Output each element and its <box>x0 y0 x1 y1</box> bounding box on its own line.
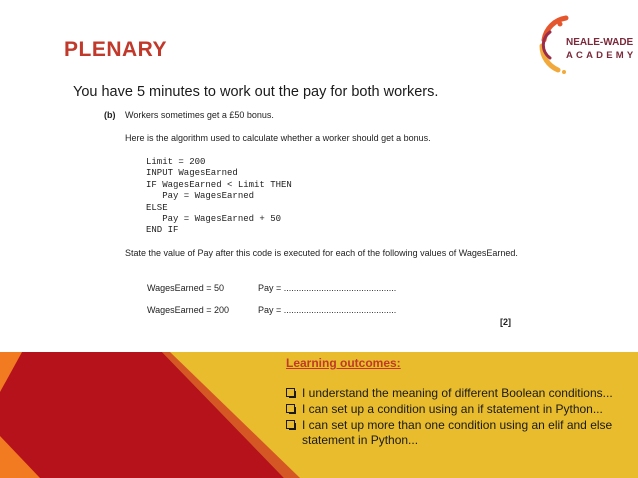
outcomes-heading: Learning outcomes: <box>286 356 401 370</box>
answer-row-1 <box>147 283 397 293</box>
list-item <box>286 402 632 417</box>
question-intro: Workers sometimes get a £50 bonus. <box>125 110 274 120</box>
academy-logo <box>536 10 637 80</box>
question-part-label: (b) <box>104 110 116 120</box>
checkbox-icon <box>286 388 295 397</box>
outcome-list <box>286 386 632 448</box>
checkbox-icon <box>286 420 295 429</box>
checkbox-icon <box>286 404 295 413</box>
logo-subtitle: ACADEMY <box>566 50 637 61</box>
answer-row-2 <box>147 305 397 315</box>
algorithm-intro: Here is the algorithm used to calculate whether a worker should get a bonus. <box>125 133 431 143</box>
answer-row-label: WagesEarned = 200 <box>147 305 229 315</box>
outcome-text: I can set up more than one condition using an elif and else statement in Python... <box>302 418 613 447</box>
learning-outcomes <box>286 355 632 449</box>
list-item <box>286 386 632 401</box>
answer-row-label: WagesEarned = 50 <box>147 283 224 293</box>
marks-label: [2] <box>500 317 511 327</box>
answer-line: Pay = ............................................. <box>258 305 397 315</box>
slide-title: PLENARY <box>64 38 168 61</box>
logo-name: NEALE-WADE <box>566 37 634 48</box>
question-prompt: State the value of Pay after this code is executed for each of the following values of WagesEarned. <box>125 248 518 258</box>
outcome-text: I can set up a condition using an if statement in Python... <box>302 402 603 416</box>
instruction-text: You have 5 minutes to work out the pay for both workers. <box>73 84 439 100</box>
answer-line: Pay = ............................................. <box>258 283 397 293</box>
list-item <box>286 418 632 448</box>
pseudocode-block: Limit = 200 INPUT WagesEarned IF WagesEarned < Limit THEN Pay = WagesEarned ELSE Pay = WagesEarned + 50 END IF <box>146 157 292 236</box>
outcome-text: I understand the meaning of different Boolean conditions... <box>302 386 613 400</box>
